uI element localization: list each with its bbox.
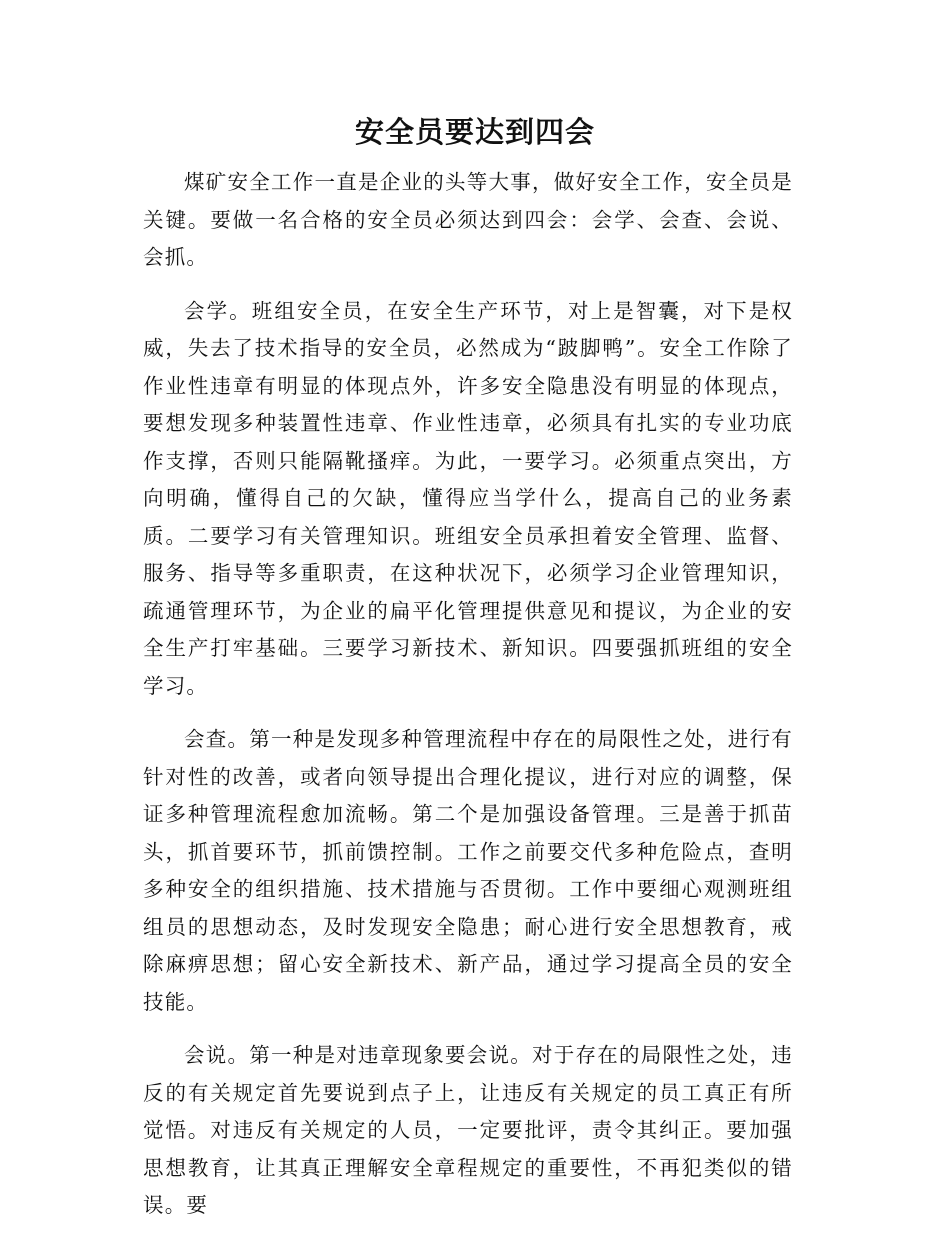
paragraph-hui-xue: 会学。班组安全员，在安全生产环节，对上是智囊，对下是权威，失去了技术指导的安全员，必然成为“跛脚鸭”。安全工作除了作业性违章有明显的体现点外，许多安全隐患没有明显的体现点，要想发现多种装置性违章、作业性违章，必须具有扎实的专业功底作支撑，否则只能隔靴搔痒。为此，一要学习。必须重点突出，方向明确，懂得自己的欠缺，懂得应当学什么，提高自己的业务素质。二要学习有关管理知识。班组安全员承担着安全管理、监督、服务、指导等多重职责，在这种状况下，必须学习企业管理知识，疏通管理环节，为企业的扁平化管理提供意见和提议，为企业的安全生产打牢基础。三要学习新技术、新知识。四要强抓班组的安全学习。 [143,298,793,698]
paragraph-intro: 煤矿安全工作一直是企业的头等大事，做好安全工作，安全员是关键。要做一名合格的安全员必须达到四会：会学、会查、会说、会抓。 [143,170,793,269]
document-body [143,164,793,1241]
paragraph-hui-cha: 会查。第一种是发现多种管理流程中存在的局限性之处，进行有针对性的改善，或者向领导提出合理化提议，进行对应的调整，保证多种管理流程愈加流畅。第二个是加强设备管理。三是善于抓苗头，抓首要环节，抓前馈控制。工作之前要交代多种危险点，查明多种安全的组织措施、技术措施与否贯彻。工作中要细心观测班组组员的思想动态，及时发现安全隐患；耐心进行安全思想教育，戒除麻痹思想；留心安全新技术、新产品，通过学习提高全员的安全技能。 [143,727,793,1014]
paragraph-hui-shuo: 会说。第一种是对违章现象要会说。对于存在的局限性之处，违反的有关规定首先要说到点子上，让违反有关规定的员工真正有所觉悟。对违反有关规定的人员，一定要批评，责令其纠正。要加强思想教育，让其真正理解安全章程规定的重要性，不再犯类似的错误。要 [143,1043,793,1217]
document-title: 安全员要达到四会 [354,115,595,149]
